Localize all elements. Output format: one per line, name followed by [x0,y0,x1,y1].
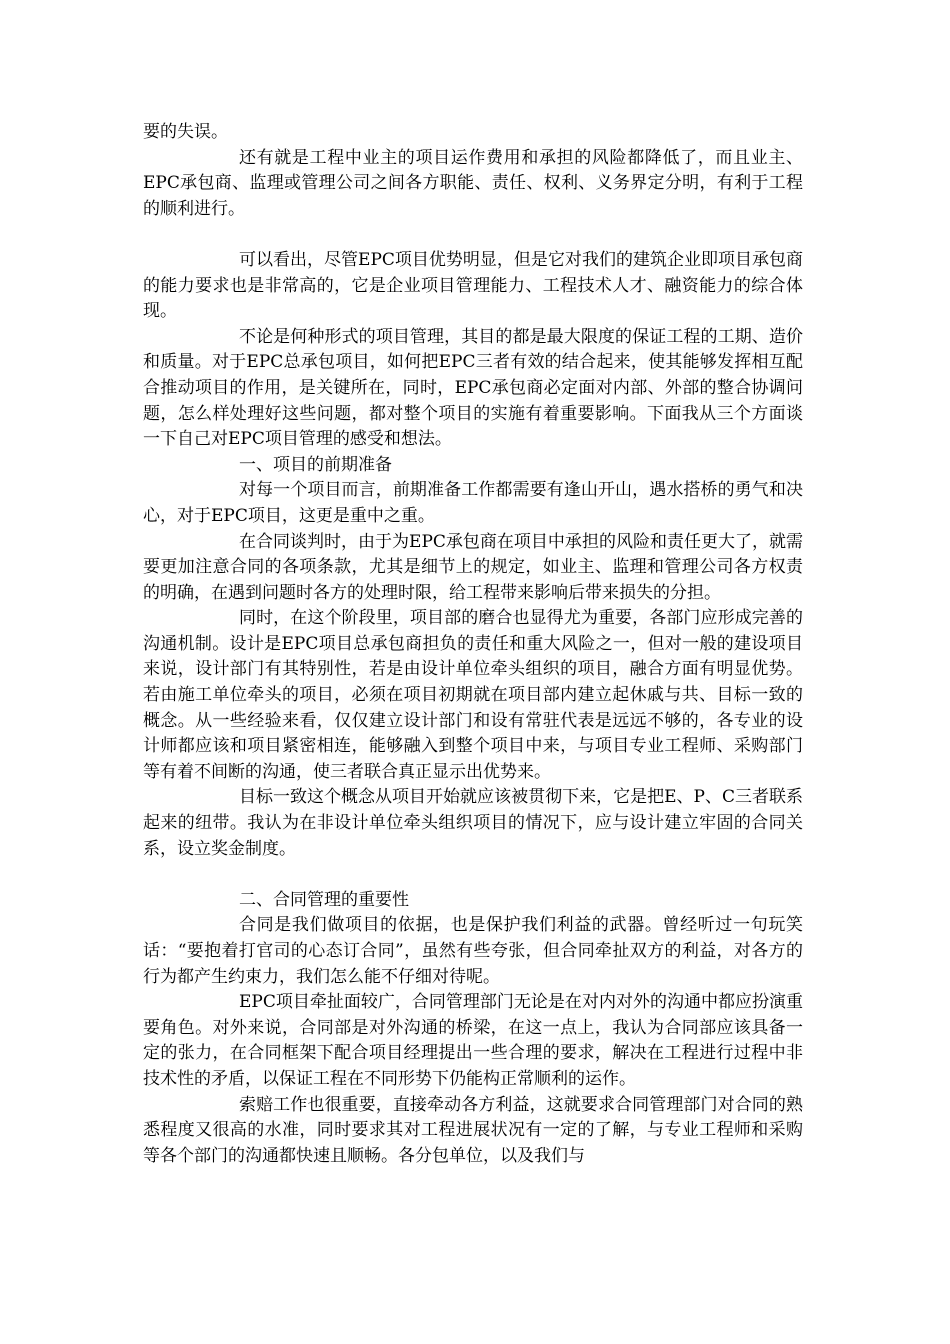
paragraph: 可以看出，尽管EPC项目优势明显，但是它对我们的建筑企业即项目承包商的能力要求也是非常高的，它是企业项目管理能力、工程技术人才、融资能力的综合体现。 [143,249,803,322]
paragraph: 同时，在这个阶段里，项目部的磨合也显得尤为重要，各部门应形成完善的沟通机制。设计是EPC项目总承包商担负的责任和重大风险之一，但对一般的建设项目来说，设计部门有其特别性，若是由设计单位牵头组织的项目，融合方面有明显优势。若由施工单位牵头的项目，必须在项目初期就在项目部内建立起休戚与共、目标一致的概念。从一些经验来看，仅仅建立设计部门和设有常驻代表是远远不够的，各专业的设计师都应该和项目紧密相连，能够融入到整个项目中来，与项目专业工程师、采购部门等有着不间断的沟通，使三者联合真正显示出优势来。 [143,608,803,782]
paragraph: 合同是我们做项目的依据，也是保护我们利益的武器。曾经听过一句玩笑话：“要抱着打官司的心态订合同”，虽然有些夸张，但合同牵扯双方的利益，对各方的行为都产生约束力，我们怎么能不仔细对待呢。 [143,915,803,987]
blank-line [143,862,803,888]
paragraph: EPC项目牵扯面较广，合同管理部门无论是在对内对外的沟通中都应扮演重要角色。对外来说，合同部是对外沟通的桥梁，在这一点上，我认为合同部应该具备一定的张力，在合同框架下配合项目经理提出一些合理的要求，解决在工程进行过程中非技术性的矛盾，以保证工程在不同形势下仍能构正常顺利的运作。 [143,992,803,1089]
paragraph: 索赔工作也很重要，直接牵动各方利益，这就要求合同管理部门对合同的熟悉程度又很高的水准，同时要求其对工程进展状况有一定的了解，与专业工程师和采购等各个部门的沟通都快速且顺畅。各分包单位，以及我们与 [143,1094,803,1166]
paragraph: 不论是何种形式的项目管理，其目的都是最大限度的保证工程的工期、造价和质量。对于EPC总承包项目，如何把EPC三者有效的结合起来，使其能够发挥相互配合推动项目的作用，是关键所在，同时，EPC承包商必定面对内部、外部的整合协调问题，怎么样处理好这些问题，都对整个项目的实施有着重要影响。下面我从三个方面谈一下自己对EPC项目管理的感受和想法。 [143,326,803,450]
paragraph: 目标一致这个概念从项目开始就应该被贯彻下来，它是把E、P、C三者联系起来的纽带。我认为在非设计单位牵头组织项目的情况下，应与设计建立牢固的合同关系，设立奖金制度。 [143,787,803,859]
document-page [143,120,803,1169]
blank-line [143,222,803,248]
paragraph: 要的失误。 [143,122,228,142]
paragraph: 在合同谈判时，由于为EPC承包商在项目中承担的风险和责任更大了，就需要更加注意合同的各项条款，尤其是细节上的规定，如业主、监理和管理公司各方权责的明确，在遇到问题时各方的处理时限，给工程带来影响后带来损失的分担。 [143,531,803,603]
section-heading: 一、项目的前期准备 [239,454,392,475]
section-heading: 二、合同管理的重要性 [239,889,409,910]
paragraph: 对每一个项目而言，前期准备工作都需要有逢山开山，遇水搭桥的勇气和决心，对于EPC项目，这更是重中之重。 [143,480,803,526]
paragraph: 还有就是工程中业主的项目运作费用和承担的风险都降低了，而且业主、EPC承包商、监理或管理公司之间各方职能、责任、权利、义务界定分明，有利于工程的顺利进行。 [143,147,803,219]
